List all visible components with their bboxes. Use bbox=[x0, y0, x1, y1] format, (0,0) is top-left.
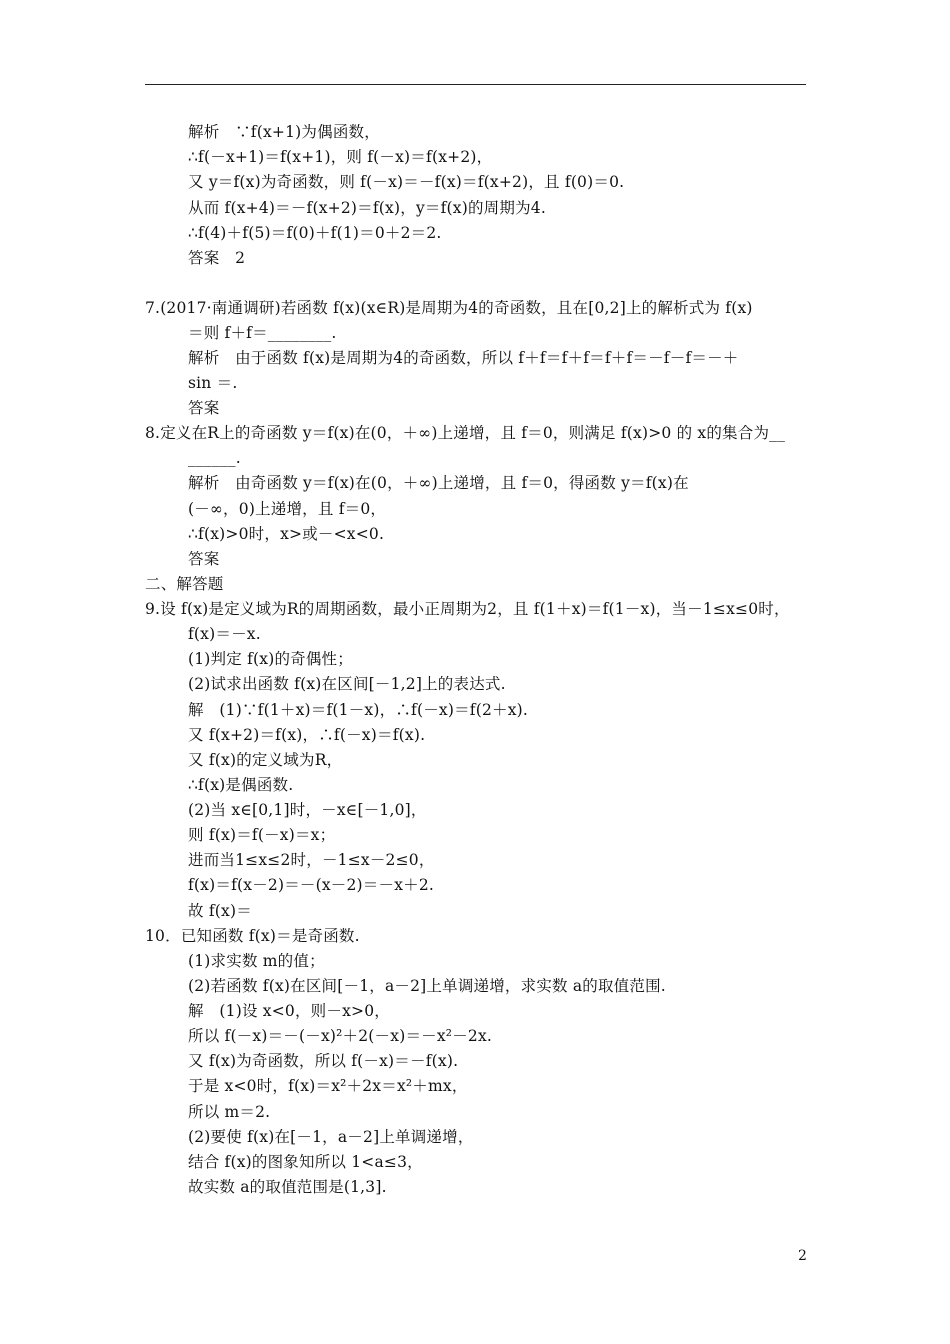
text-line: 答案 bbox=[188, 399, 220, 417]
text-line: 于是 x<0时，f(x)＝x²＋2x＝x²＋mx， bbox=[188, 1077, 468, 1095]
text-line: f(x)＝f(x－2)＝－(x－2)＝－x＋2. bbox=[188, 876, 435, 894]
text-line: ∴f(x)>0时，x>或－<x<0. bbox=[188, 525, 385, 543]
text-line: 8.定义在R上的奇函数 y＝f(x)在(0，＋∞)上递增，且 f＝0，则满足 f(x)>0 的 x的集合为__ bbox=[145, 424, 786, 442]
text-line: (1)判定 f(x)的奇偶性； bbox=[188, 650, 353, 668]
text-line: ＝则 f＋f＝________. bbox=[188, 324, 337, 342]
text-line: f(x)＝－x. bbox=[188, 625, 261, 643]
text-line: ∴f(－x+1)＝f(x+1)，则 f(－x)＝f(x+2)， bbox=[188, 148, 493, 166]
text-line: 故实数 a的取值范围是(1,3]. bbox=[188, 1178, 387, 1196]
text-line: ∴f(x)是偶函数. bbox=[188, 776, 294, 794]
header-rule bbox=[145, 84, 806, 85]
text-line: 解 (1)设 x<0，则－x>0， bbox=[188, 1002, 390, 1020]
text-line: (2)若函数 f(x)在区间[－1，a－2]上单调递增，求实数 a的取值范围. bbox=[188, 977, 666, 995]
text-line: 故 f(x)＝ bbox=[188, 902, 252, 920]
text-line: (1)求实数 m的值； bbox=[188, 952, 325, 970]
text-line: 9.设 f(x)是定义域为R的周期函数，最小正周期为2，且 f(1＋x)＝f(1－x)，当－1≤x≤0时， bbox=[145, 600, 790, 618]
text-line: 所以 m＝2. bbox=[188, 1103, 271, 1121]
section-heading: 二、解答题 bbox=[145, 575, 224, 593]
text-line: 解 (1)∵f(1＋x)＝f(1－x)，∴f(－x)＝f(2＋x). bbox=[188, 701, 529, 719]
text-line: 从而 f(x+4)＝－f(x+2)＝f(x)，y＝f(x)的周期为4. bbox=[188, 199, 546, 217]
text-line: 解析 ∵f(x+1)为偶函数， bbox=[188, 123, 380, 141]
text-line: ∴f(4)＋f(5)＝f(0)＋f(1)＝0＋2＝2. bbox=[188, 224, 442, 242]
text-line: (2)要使 f(x)在[－1，a－2]上单调递增， bbox=[188, 1128, 474, 1146]
text-line: (－∞，0)上递增，且 f＝0， bbox=[188, 500, 387, 518]
text-line: 又 f(x)为奇函数，所以 f(－x)＝－f(x). bbox=[188, 1052, 459, 1070]
text-line: 则 f(x)＝f(－x)＝x； bbox=[188, 826, 336, 844]
text-line: 又 f(x+2)＝f(x)，∴f(－x)＝f(x). bbox=[188, 726, 426, 744]
text-line: 又 y＝f(x)为奇函数，则 f(－x)＝－f(x)＝f(x+2)，且 f(0)＝0. bbox=[188, 173, 625, 191]
text-line: 所以 f(－x)＝－(－x)²＋2(－x)＝－x²－2x. bbox=[188, 1027, 493, 1045]
text-line: 又 f(x)的定义域为R， bbox=[188, 751, 343, 769]
text-line: 进而当1≤x≤2时，－1≤x－2≤0， bbox=[188, 851, 435, 869]
text-line: ______. bbox=[188, 449, 241, 467]
text-line: 答案 2 bbox=[188, 249, 246, 267]
text-line: 解析 由于函数 f(x)是周期为4的奇函数，所以 f＋f＝f＋f＝f＋f＝－f－f＝－＋ bbox=[188, 349, 739, 367]
text-line: 7.(2017·南通调研)若函数 f(x)(x∈R)是周期为4的奇函数，且在[0,2]上的解析式为 f(x) bbox=[145, 299, 753, 317]
text-line: 解析 由奇函数 y＝f(x)在(0，＋∞)上递增，且 f＝0，得函数 y＝f(x)在 bbox=[188, 474, 689, 492]
text-line: 答案 bbox=[188, 550, 220, 568]
text-line: (2)试求出函数 f(x)在区间[－1,2]上的表达式. bbox=[188, 675, 506, 693]
page-number: 2 bbox=[798, 1248, 807, 1264]
text-line: 结合 f(x)的图象知所以 1<a≤3， bbox=[188, 1153, 423, 1171]
text-line: (2)当 x∈[0,1]时，－x∈[－1,0]， bbox=[188, 801, 427, 819]
text-line: 10．已知函数 f(x)＝是奇函数. bbox=[145, 927, 360, 945]
text-line: sin ＝. bbox=[188, 374, 238, 392]
